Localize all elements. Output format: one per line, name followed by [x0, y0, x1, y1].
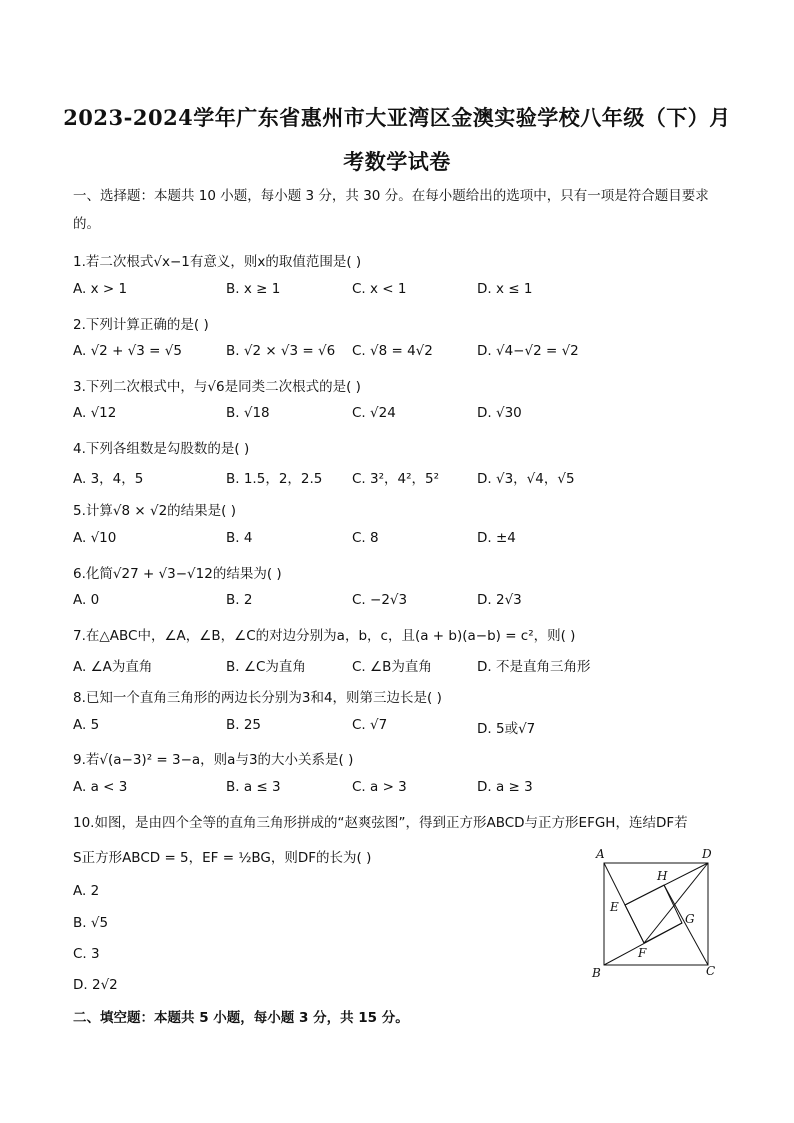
- question-5-option-d: D. ±4: [477, 530, 516, 546]
- question-5-option-b: B. 4: [226, 530, 253, 546]
- label-a: A: [596, 847, 605, 861]
- question-1-option-c: C. x < 1: [352, 281, 407, 297]
- question-10-option-b: B. √5: [73, 915, 109, 931]
- question-3-option-c: C. √24: [352, 405, 396, 421]
- question-1-stem: 1.若二次根式√x−1有意义，则x的取值范围是( ): [73, 254, 362, 270]
- question-4-option-c: C. 3²，4²，5²: [352, 471, 440, 487]
- label-b: B: [592, 966, 601, 980]
- question-2-option-c: C. √8 = 4√2: [352, 343, 433, 359]
- question-8-option-c: C. √7: [352, 717, 388, 733]
- question-5-option-c: C. 8: [352, 530, 379, 546]
- exam-title-line1: 2023-2024学年广东省惠州市大亚湾区金澳实验学校八年级（下）月: [63, 105, 731, 130]
- question-9-option-b: B. a ≤ 3: [226, 779, 281, 795]
- label-h: H: [657, 869, 668, 883]
- question-3-option-d: D. √30: [477, 405, 522, 421]
- label-f: F: [638, 946, 647, 960]
- segment-d-to-f: [644, 863, 708, 943]
- question-8-option-b: B. 25: [226, 717, 262, 733]
- zhao-shuang-diagram: [588, 845, 728, 980]
- question-5-option-a: A. √10: [73, 530, 117, 546]
- question-9-option-a: A. a < 3: [73, 779, 128, 795]
- question-2-option-a: A. √2 + √3 = √5: [73, 343, 182, 359]
- question-10-option-c: C. 3: [73, 946, 100, 962]
- question-9-option-c: C. a > 3: [352, 779, 407, 795]
- question-4-stem: 4.下列各组数是勾股数的是( ): [73, 441, 250, 457]
- question-7-option-c: C. ∠B为直角: [352, 659, 432, 675]
- question-10-option-a: A. 2: [73, 883, 100, 899]
- label-e: E: [610, 900, 619, 914]
- question-5-stem: 5.计算√8 × √2的结果是( ): [73, 503, 236, 519]
- question-1-option-b: B. x ≥ 1: [226, 281, 281, 297]
- question-2-option-d: D. √4−√2 = √2: [477, 343, 579, 359]
- question-9-option-d: D. a ≥ 3: [477, 779, 533, 795]
- question-7-option-a: A. ∠A为直角: [73, 659, 153, 675]
- question-2-stem: 2.下列计算正确的是( ): [73, 317, 209, 333]
- question-7-option-b: B. ∠C为直角: [226, 659, 306, 675]
- square-efgh: [625, 885, 682, 943]
- question-3-option-a: A. √12: [73, 405, 117, 421]
- question-4-option-d: D. √3，√4，√5: [477, 471, 575, 487]
- question-10-stem-line1: 10.如图，是由四个全等的直角三角形拼成的“赵爽弦图”，得到正方形ABCD与正方形EFGH，连结DF若: [73, 815, 688, 831]
- question-4-option-b: B. 1.5，2，2.5: [226, 471, 323, 487]
- section2-heading: 二、填空题：本题共 5 小题，每小题 3 分，共 15 分。: [73, 1010, 409, 1026]
- question-4-option-a: A. 3，4，5: [73, 471, 144, 487]
- section1-heading-line1: 一、选择题：本题共 10 小题，每小题 3 分，共 30 分。在每小题给出的选项中，只有一项是符合题目要求: [73, 188, 709, 204]
- question-2-option-b: B. √2 × √3 = √6: [226, 343, 336, 359]
- question-6-stem: 6.化简√27 + √3−√12的结果为( ): [73, 566, 282, 582]
- question-6-option-b: B. 2: [226, 592, 253, 608]
- question-1-option-d: D. x ≤ 1: [477, 281, 533, 297]
- exam-title-line2: 考数学试卷: [343, 149, 451, 174]
- question-6-option-a: A. 0: [73, 592, 100, 608]
- label-c: C: [706, 964, 716, 978]
- label-d: D: [702, 847, 712, 861]
- question-6-option-d: D. 2√3: [477, 592, 522, 608]
- question-3-stem: 3.下列二次根式中，与√6是同类二次根式的是( ): [73, 379, 361, 395]
- question-8-option-a: A. 5: [73, 717, 100, 733]
- question-8-stem: 8.已知一个直角三角形的两边长分别为3和4，则第三边长是( ): [73, 690, 442, 706]
- question-9-stem: 9.若√(a−3)² = 3−a，则a与3的大小关系是( ): [73, 752, 354, 768]
- label-g: G: [685, 912, 695, 926]
- section1-heading-line2: 的。: [73, 216, 100, 232]
- section1-heading: [73, 182, 723, 238]
- question-6-option-c: C. −2√3: [352, 592, 408, 608]
- question-3-option-b: B. √18: [226, 405, 270, 421]
- question-10-option-d: D. 2√2: [73, 977, 118, 993]
- question-7-option-d: D. 不是直角三角形: [477, 659, 591, 675]
- question-8-option-d: D. 5或√7: [477, 721, 536, 737]
- question-7-stem: 7.在△ABC中，∠A，∠B，∠C的对边分别为a，b，c，且(a + b)(a−b) = c²，则( ): [73, 628, 576, 644]
- question-1-option-a: A. x > 1: [73, 281, 128, 297]
- question-10-stem-line2: S正方形ABCD = 5，EF = ½BG，则DF的长为( ): [73, 850, 372, 866]
